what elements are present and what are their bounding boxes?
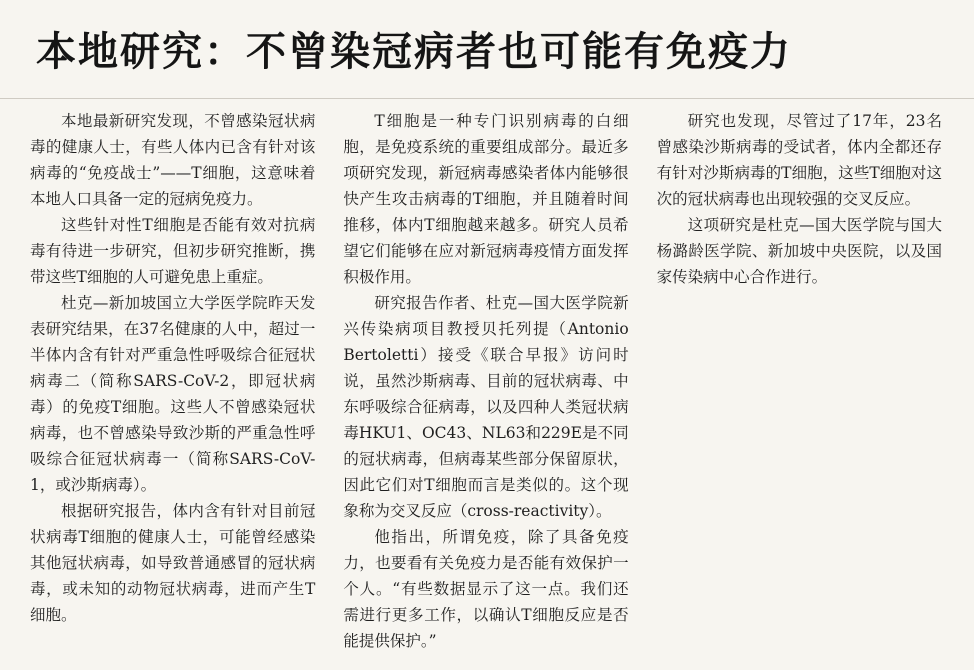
article-paragraph: 根据研究报告，体内含有针对目前冠状病毒T细胞的健康人士，可能曾经感染其他冠状病毒，如导致普通感冒的冠状病毒，或未知的动物冠状病毒，进而产生T细胞。 <box>30 502 316 624</box>
article-paragraph: 这些针对性T细胞是否能有效对抗病毒有待进一步研究，但初步研究推断，携带这些T细胞的人可避免患上重症。 <box>30 216 316 286</box>
article-body <box>30 108 942 664</box>
article-paragraph: 杜克—新加坡国立大学医学院昨天发表研究结果，在37名健康的人中，超过一半体内含有针对严重急性呼吸综合征冠状病毒二（简称SARS-CoV-2，即冠状病毒）的免疫T细胞。这些人不曾感染冠状病毒，也不曾感染导致沙斯的严重急性呼吸综合征冠状病毒一（简称SARS-CoV-1，或沙斯病毒）。 <box>30 294 316 494</box>
article-paragraph: 这项研究是杜克—国大医学院与国大杨潞龄医学院、新加坡中央医院，以及国家传染病中心合作进行。 <box>656 216 942 286</box>
headline-divider <box>0 98 974 99</box>
article-paragraph: 研究报告作者、杜克—国大医学院新兴传染病项目教授贝托列提（Antonio Bertoletti）接受《联合早报》访问时说，虽然沙斯病毒、目前的冠状病毒、中东呼吸综合征病毒，以及四种人类冠状病毒HKU1、OC43、NL63和229E是不同的冠状病毒，但病毒某些部分保留原状，因此它们对T细胞而言是类似的。这个现象称为交叉反应（cross-reactivity）。 <box>343 294 629 520</box>
article-paragraph: T细胞是一种专门识别病毒的白细胞，是免疫系统的重要组成部分。最近多项研究发现，新冠病毒感染者体内能够很快产生攻击病毒的T细胞，并且随着时间推移，体内T细胞越来越多。研究人员希望它们能够在应对新冠病毒疫情方面发挥积极作用。 <box>343 112 629 286</box>
article-paragraph: 本地最新研究发现，不曾感染冠状病毒的健康人士，有些人体内已含有针对该病毒的“免疫战士”——T细胞，这意味着本地人口具备一定的冠病免疫力。 <box>30 112 316 208</box>
article-paragraph: 研究也发现，尽管过了17年，23名曾感染沙斯病毒的受试者，体内全都还存有针对沙斯病毒的T细胞，这些T细胞对这次的冠状病毒也出现较强的交叉反应。 <box>656 112 942 208</box>
article-paragraph: 他指出，所谓免疫，除了具备免疫力，也要看有关免疫力是否能有效保护一个人。“有些数据显示了这一点。我们还需进行更多工作，以确认T细胞反应是否能提供保护。” <box>343 528 629 650</box>
headline: 本地研究：不曾染冠病者也可能有免疫力 <box>36 29 792 75</box>
